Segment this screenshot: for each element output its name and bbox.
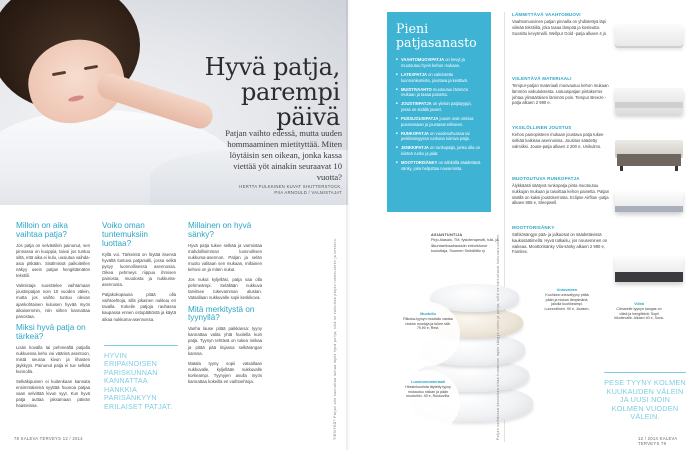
section-heading: Milloin on aika vaihtaa patja? — [16, 221, 68, 239]
section-heading: Voiko oman tuntemuksiin luottaa? — [102, 221, 148, 248]
glossary-text: on valmistettu luonnonkumista, joustava ja kestävä. — [401, 71, 468, 83]
pull-quote: HYVIN ERIPAINOISEN PARISKUNNAN KANNATTAA HANKKIA PARISÄNKYYN ERILAISET PATJAT. — [104, 345, 178, 411]
glossary-text: on kevyt ja muotoutuu hyvin kehon mukaan. — [401, 57, 465, 68]
bubble-heading: Muotoilu — [420, 312, 436, 316]
credit-line-2: PIIA ARNOULD / VALMISTAJAT — [274, 189, 342, 195]
glossary-list — [396, 57, 482, 171]
side-strip-text-right: Patjan vaihdossa kannattaa ottaa huomioon myös sängyn runko ja pohja, sillä ne vaikuttavat kokonaisuuteen. — [496, 233, 500, 440]
product-text: Vaahtomuovinen patjan pinnalla on yhdistettyä läpi viileää tekstiiliä, joka tasaa lämpöä ja kosteutta. Suosittu kevytmalli. Wellpur Gold -patja alkaen 4 jn. — [512, 19, 608, 36]
product-heading: YKSILÖLLINEN JOUSTUS — [512, 125, 572, 130]
bubble-heading: Luonnonmateriaali — [411, 380, 445, 384]
section-body: Jos patja on selvästikin painunut, sen pinnassa on kuoppia, taivoi jos tuntuu siltä, että aika ei kulu, uusiutua vaihda-asia pitkään. Sisälmissä paikoitellen näkyy usein patjan hengittämätön tekstiili. — [16, 242, 90, 279]
mattress-photo-foam — [615, 24, 683, 46]
product-entry — [512, 225, 652, 255]
glossary-term: MOOTTORISÄNKY — [401, 159, 438, 165]
glossary-term: MUISTIVAAHTO — [401, 86, 432, 92]
section-body: Hyvä patja tukee selkää ja varmistaa mahdollisimman luonnollisen nukkuma-asennon. Patjan ja selän muoto valitaan sen mukaan, millainen kehosi on ja miten nukut. — [188, 242, 262, 273]
expert-text: Pirjo Alasalo, TM, fysioterapeutti, tuki- ja liikuntaelinsairauksiin erikoistunut kouluttaja, Suomen Selkäliitto ry — [431, 238, 499, 253]
section-body: Jos nukut kyljelläsi, patja saa olla pehmeämpi. Selällään nukkuva tarvitsee tukevamman alustan. Vatsallaan nukkuvalle sopii keskikova. — [188, 277, 262, 301]
title-line-2: parempi päivä — [240, 78, 340, 132]
section-heading: Millainen on hyvä sänky? — [188, 221, 252, 239]
bubble-text: Riikoka-tyynyn muotoilu vastaa niskan muotoja ja tukee sitä. 79,90 e, Rest. — [403, 317, 453, 331]
product-heading: LÄMMITTÄVÄ VAAHTOMUOVI — [512, 12, 581, 17]
glossary-text: jouset ovat omissa pusseissaan ja joustavat erikseen. — [401, 115, 474, 127]
glossary-item — [396, 145, 482, 156]
side-strip-text: TIESITKÖ? Patjan alle kannattaa laittaa myös hyvä pohja, sillä se vaikuttaa patjan tukevuuteen ja kestoon. — [333, 237, 337, 440]
pull-quote-right: PESE TYYNY KOLMEN KUUKAUDEN VÄLEIN JA UUSI NOIN KOLMEN VUODEN VÄLEIN. — [604, 372, 686, 422]
section-body: Valmistaja suosittelee vaihtamaan joustinpatjan noin 10 vuoden välein, mutta jos vaihto tuntuu olevan ajankohtainen kuluisen hyvää myös aikaisemmin, niin siihen kannattaa panostaa. — [16, 283, 90, 319]
product-heading: MUOTOUTUVA RUNKOPATJA — [512, 176, 580, 181]
glossary-title — [396, 22, 482, 49]
glossary-title-1: Pieni — [396, 21, 429, 36]
glossary-term: JOUSTINPATJA — [401, 101, 432, 107]
article-title — [190, 55, 340, 131]
product-heading: VIILENTÄVÄ MATERIAALI — [512, 76, 572, 81]
glossary-text: on yleisin patjatyyppi, jossa on sisällä jouset. — [401, 101, 472, 112]
bubble-heading: Untuvainen — [556, 288, 578, 292]
column-3 — [188, 222, 262, 389]
pillow-bubble — [607, 292, 671, 356]
bed-leg — [675, 166, 678, 171]
glossary-item — [396, 160, 482, 171]
expert-label: ASIANTUNTIJA — [431, 233, 463, 237]
product-text: Tempur-patjan materiaali muovautuu kehon mukaan lämmön vaikutuksesta. Uutuuspatjan pintakerros johtaa ylimääräisen lämmön pois. Tempur Breeze -patja alkaen 2 990 e. — [512, 83, 609, 106]
bubble-heading: Viileä — [634, 302, 644, 306]
glossary-item — [396, 131, 482, 142]
section-body: Matala tyyny sopii vatsallaan nukkuvalle, kyljellään nukkuvalle korkeampi. Tyynyjen avulla myös kannattaa kokeilla eri vaihtoehtoja. — [188, 360, 262, 385]
glossary-term: VAAHTOMUOVIPATJA — [401, 57, 445, 63]
bed-photo-motor — [615, 256, 683, 282]
pillow-bubble — [396, 370, 460, 434]
glossary-term: JENKKIPATJA — [401, 145, 429, 151]
section-body: Patjakokopausa pitää olla vaihtoehtoja, sillä jokainen nukkuu eri tavalla. Kokeile patjoja rauhassa kaupassa ennen ostopäätöstä ja käytä aikaa nukkuma-asennossa. — [102, 292, 176, 322]
section-body: Lisäs kovalla tai pehmeällä patjalla nukkuessa keho voi väärinä asentoon, mistä seuraa kivun ja lihasten jäykkyys. Painunut patja ei tue selkää kunnolla. — [16, 344, 90, 374]
glossary-term: PUSSIJOUSIPATJA — [401, 115, 439, 121]
glossary-text: on sähköllä säädettävä sänky, joka helpottaa nousemista. — [401, 159, 481, 171]
expert-credit — [431, 233, 501, 254]
section-body: Selkäkipuinen ei kuitenkaan kannata ensimmäisenä syyttää huonoa patjaa vaan selvittää kivun syyt. Kun hyvä patja auttaa jaksamaan päivän haasteissa. — [16, 379, 90, 409]
glossary-text: on runkopatja, jonka alla on kiinteä runko ja jalat. — [401, 145, 481, 156]
article-lead: Patjan vaihto edessä, mutta uuden hommaaminen mietityttää. Miten löytäisin sen oikean, jonka kassa viettää yöt ainakin seuraavat 10 vuotta? — [225, 128, 342, 182]
bed-leg — [620, 166, 623, 171]
product-text: Sähkösängyn pää- ja jalkaosat on säädettävissä kaukosäätimellä. Hyvä ratkaisu, jos nouseminen on vaikeaa. Moottorisänky Vila-sänky alkaen 2 990 e, Famitex. — [512, 232, 608, 255]
pillow-bubble — [396, 302, 460, 366]
section-heading: Miksi hyvä patja on tärkeä? — [16, 322, 86, 341]
glossary-item — [396, 116, 482, 127]
mattress-photo-frame — [615, 190, 683, 212]
bubble-text: Kuohkea untuvatyyny pitää pään ja niskan lämpimänä, jaloilla kuohkeampi. Luonnollinen. 90 e, Joutsen. — [544, 293, 590, 312]
page-folio-right: 12 / 2014 KALEVA TERVEYS 79 — [638, 436, 678, 446]
product-text: Kehon painopisteen mukaan joustava patja tukee selkää kaikissa asennoissa. Jousitus säädetty valmiiksi. Jouse-patja alkaen 2 200 e, Unikulmo. — [512, 132, 604, 149]
bed-photo-spring — [615, 140, 683, 158]
spine-shadow — [346, 0, 350, 450]
glossary-item — [396, 57, 482, 68]
column-1 — [16, 222, 90, 414]
column-2 — [102, 222, 176, 327]
glossary-text: muotoutuu lämmön mukaan ja tasaa painetta. — [401, 86, 468, 98]
pillow-bubble — [535, 278, 599, 342]
title-line-1: Hyvä patja, — [204, 53, 340, 81]
glossary-item — [396, 101, 482, 112]
glossary-text: on vuodesohvassa tai jenkkisängyssä runkona toimiva patja. — [401, 130, 470, 142]
glossary-item — [396, 72, 482, 83]
photo-credit — [230, 184, 342, 196]
credit-line-1: HERTTA PULKKINEN KUVAT SHUTTERSTOCK, — [239, 184, 342, 189]
section-heading: Mitä merkitystä on tyynyllä? — [188, 304, 255, 323]
glossary-box — [387, 12, 491, 212]
product-heading: MOOTTORISÄNKY — [512, 225, 555, 230]
section-body: Kyllä voi. Tärkeintä on löytää itsensä hyvältä tuntuva patjamalli, jossa selkä pysyy luonnollisessa asennossa. Oikea pehmeys riippuu ihmisen painosta, muodosta ja nukkuma-asennosta. — [102, 251, 176, 288]
glossary-title-2: patjasanasto — [396, 34, 477, 50]
product-text: Älykkäästi säätyvä runkopatja pinta muotoutuu nukkujan mukaan ja tasoittaa kehon painetta. Patjan sisällä on kaksi joustokerrosta. Eclipse Airflow -patja alkaen 855 e, Sleepwell. — [512, 183, 610, 206]
glossary-term: LATEXPATJA — [401, 71, 427, 77]
glossary-item — [396, 87, 482, 98]
section-body: Vanha lause pitää paikkansa: tyyny kannattaa valita yhtä huolella kuin patja. Tyynyn tehtävä on tukea niskaa ja pitää pää linjassa selkärangan kanssa. — [188, 326, 262, 356]
mattress-photo-tempur — [615, 88, 683, 114]
glossary-term: RUNKOPATJA — [401, 130, 429, 136]
bubble-text: Hirssinkuorista täytetty tyyny mukautuu niskan ja pään muotoihin. 45 e, Ruskovilla. — [405, 385, 451, 399]
page-folio: 78 KALEVA TERVEYS 12 / 2014 — [14, 436, 83, 441]
bubble-text: Climarelle-tyynyn kangas on viileä ja hengittävä. Sopii hikoilevalle. Alkaen 40 e, Sova. — [614, 307, 664, 321]
